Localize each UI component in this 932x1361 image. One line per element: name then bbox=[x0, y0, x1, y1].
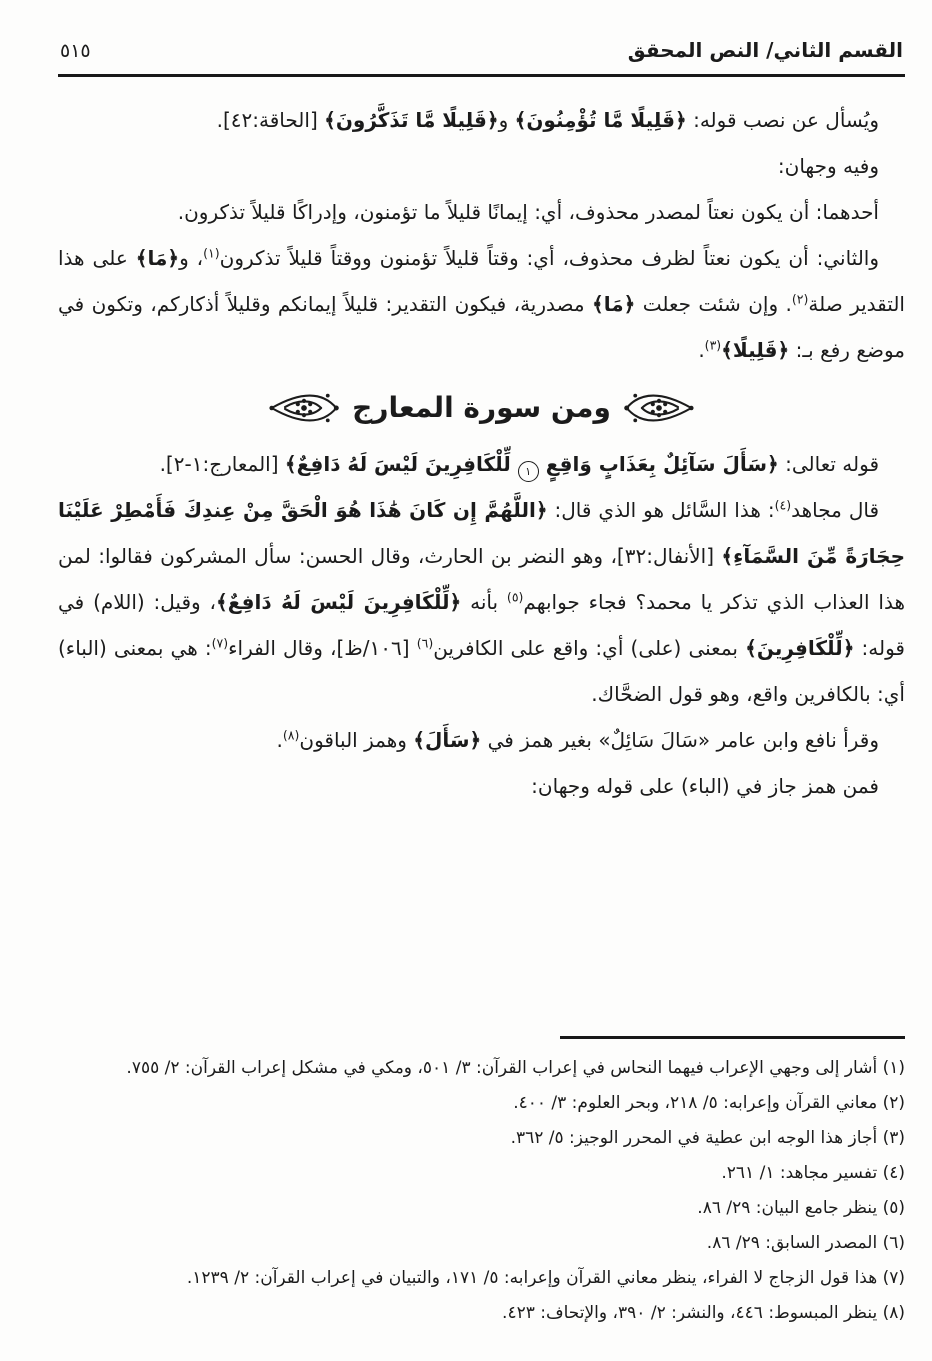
body-paragraph: أحدهما: أن يكون نعتاً لمصدر محذوف، أي: إيمانًا قليلاً ما تؤمنون، وإدراكًا قليلاً تذكرون. bbox=[177, 200, 879, 224]
footnote-item: (٤) تفسير مجاهد: ١/ ٢٦١. bbox=[721, 1163, 905, 1183]
surah-heading bbox=[58, 385, 905, 431]
footnote-item: (٦) المصدر السابق: ٢٩/ ٨٦. bbox=[706, 1233, 905, 1253]
footnote-item: (٨) ينظر المبسوط: ٤٤٦، والنشر: ٢/ ٣٩٠، والإتحاف: ٤٢٣. bbox=[502, 1303, 905, 1323]
floral-flourish-icon bbox=[266, 386, 342, 430]
body-paragraphs-bottom bbox=[58, 441, 905, 809]
footnote-item: (٢) معاني القرآن وإعرابه: ٥/ ٢١٨، وبحر العلوم: ٣/ ٤٠٠. bbox=[513, 1093, 905, 1113]
footnote-item: (٥) ينظر جامع البيان: ٢٩/ ٨٦. bbox=[697, 1198, 905, 1218]
footnote-item: (٧) هذا قول الزجاج لا الفراء، ينظر معاني القرآن وإعرابه: ٥/ ١٧١، والتبيان في إعراب القرآن: ٢/ ١٢٣٩. bbox=[186, 1268, 905, 1288]
footnote-item: (١) أشار إلى وجهي الإعراب فيهما النحاس في إعراب القرآن: ٣/ ٥٠١، ومكي في مشكل إعراب القرآن: ٢/ ٧٥٥. bbox=[126, 1058, 905, 1078]
running-title: القسم الثاني/ النص المحقق bbox=[627, 38, 903, 62]
page-header bbox=[58, 38, 905, 74]
body-paragraph: والثاني: أن يكون نعتاً لظرف محذوف، أي: وقتاً قليلاً تؤمنون ووقتاً قليلاً تذكرون$^{(١)}$، و﴿مَا﴾ على هذا التقدير صلة$^{(٢)}$. وإن شئت جعلت ﴿مَا﴾ مصدرية، فيكون التقدير: قليلاً إيمانكم وقليلاً أذكاركم، وتكون في موضع رفع بـ: ﴿قَلِيلًا﴾$^{(٣)}$. bbox=[58, 245, 905, 362]
page-number: ٥١٥ bbox=[60, 40, 91, 62]
footnotes-list bbox=[58, 1051, 905, 1331]
body-paragraph: ويُسأل عن نصب قوله: ﴿قَلِيلًا مَّا تُؤْمِنُونَ﴾ و﴿قَلِيلًا مَّا تَذَكَّرُونَ﴾ [الحاقة:٤٢]. bbox=[216, 108, 879, 132]
footnote-divider bbox=[560, 1036, 905, 1039]
body-paragraph: قال مجاهد$^{(٤)}$: هذا السَّائل هو الذي قال: ﴿اللَّهُمَّ إِن كَانَ هَٰذَا هُوَ الْحَقَّ مِنْ عِندِكَ فَأَمْطِرْ عَلَيْنَا حِجَارَةً مِّنَ السَّمَآءِ﴾ [الأنفال:٣٢]، وهو النضر بن الحارث، وقال الحسن: سأل المشركون فقالوا: لمن هذا العذاب الذي تذكر يا محمد؟ فجاء جوابهم$^{(٥)}$ بأنه ﴿لِّلْكَافِرِينَ لَيْسَ لَهُ دَافِعٌ﴾، وقيل: (اللام) في قوله: ﴿لِّلْكَافِرِينَ﴾ بمعنى (على) أي: واقع على الكافرين$^{(٦)}$ [١٠٦/ظ]، وقال الفراء$^{(٧)}$: هي بمعنى (الباء) أي: بالكافرين واقع، وهو قول الضحَّاك. bbox=[58, 497, 906, 706]
floral-flourish-icon bbox=[621, 386, 697, 430]
body-paragraph: وقرأ نافع وابن عامر «سَالَ سَائِلٌ» بغير همز في ﴿سَأَلَ﴾ وهمز الباقون$^{(٨)}$. bbox=[276, 727, 879, 752]
body-paragraph: قوله تعالى: ﴿سَأَلَ سَآئِلٌ بِعَذَابٍ وَاقِعٍ ١ لِّلْكَافِرِينَ لَيْسَ لَهُ دَافِعٌ﴾ [المعارج:١-٢]. bbox=[58, 441, 905, 487]
surah-heading-text: ومن سورة المعارج bbox=[352, 391, 611, 424]
whitespace bbox=[58, 809, 905, 1036]
body-paragraph: فمن همز جاز في (الباء) على قوله وجهان: bbox=[531, 774, 879, 798]
body-paragraphs-top bbox=[58, 97, 905, 373]
header-divider bbox=[58, 74, 905, 77]
body-text bbox=[58, 97, 905, 809]
body-paragraph: وفيه وجهان: bbox=[777, 154, 879, 178]
footnote-item: (٣) أجاز هذا الوجه ابن عطية في المحرر الوجيز: ٥/ ٣٦٢. bbox=[510, 1128, 905, 1148]
